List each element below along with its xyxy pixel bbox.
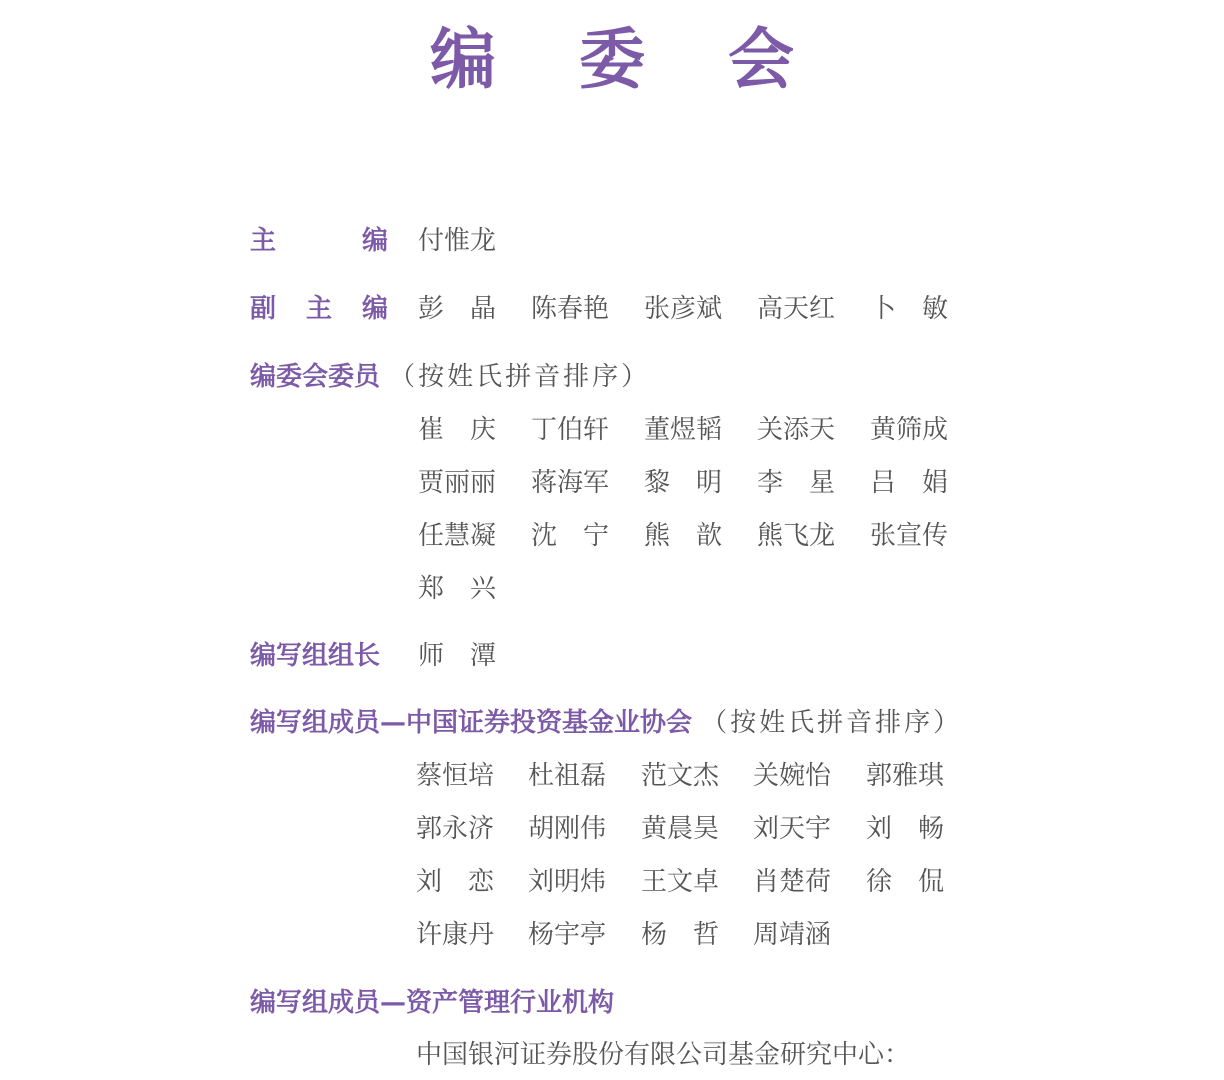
person-name: 郭雅琪 bbox=[866, 761, 945, 791]
person-name: 杨宇亭 bbox=[528, 920, 607, 950]
person-name: 杨 哲 bbox=[641, 920, 720, 950]
person-name: 刘 畅 bbox=[866, 814, 945, 844]
industry-members-label: 编写组成员—资产管理行业机构 bbox=[250, 988, 615, 1018]
editor-label-char: 编 bbox=[361, 226, 388, 256]
editor-label-char: 主 bbox=[250, 226, 277, 256]
person-name: 高天红 bbox=[757, 294, 836, 324]
deputy-label bbox=[250, 292, 388, 326]
person-name: 蒋海军 bbox=[531, 468, 610, 498]
deputy-label-char: 编 bbox=[361, 294, 388, 324]
person-name: 徐 侃 bbox=[866, 867, 945, 897]
deputy-label-char: 主 bbox=[305, 294, 332, 324]
person-name: 王文卓 bbox=[641, 867, 720, 897]
person-name: 刘 恋 bbox=[416, 867, 495, 897]
amac-members-label bbox=[250, 706, 962, 740]
person-name: 熊 歆 bbox=[644, 521, 723, 551]
person-name: 张彦斌 bbox=[644, 294, 723, 324]
person-name: 陈春艳 bbox=[531, 294, 610, 324]
person-name: 董煜韬 bbox=[644, 415, 723, 445]
amac-members-label-text: 编写组成员—中国证券投资基金业协会 bbox=[250, 708, 693, 738]
person-name: 黎 明 bbox=[644, 468, 723, 498]
leader-name: 师 潭 bbox=[418, 641, 497, 671]
person-name: 杜祖磊 bbox=[528, 761, 607, 791]
editor-label bbox=[250, 224, 388, 258]
editor-name: 付惟龙 bbox=[418, 226, 497, 256]
person-name: 贾丽丽 bbox=[418, 468, 497, 498]
person-name: 任慧凝 bbox=[418, 521, 497, 551]
committee-label bbox=[250, 360, 650, 394]
person-name: 张宣传 bbox=[870, 521, 949, 551]
organization-name: 中国银河证券股份有限公司基金研究中心： bbox=[416, 1040, 911, 1070]
person-name: 卜 敏 bbox=[870, 294, 949, 324]
deputy-label-char: 副 bbox=[250, 294, 277, 324]
person-name: 彭 晶 bbox=[418, 294, 497, 324]
person-name: 黄晨昊 bbox=[641, 814, 720, 844]
person-name: 范文杰 bbox=[641, 761, 720, 791]
sort-note: （按姓氏拼音排序） bbox=[389, 362, 651, 392]
person-name: 刘天宇 bbox=[753, 814, 832, 844]
person-name: 熊飞龙 bbox=[757, 521, 836, 551]
page-title: 编 委 会 bbox=[430, 21, 824, 98]
person-name: 郭永济 bbox=[416, 814, 495, 844]
person-name: 黄筛成 bbox=[870, 415, 949, 445]
sort-note: （按姓氏拼音排序） bbox=[701, 708, 963, 738]
person-name: 肖楚荷 bbox=[753, 867, 832, 897]
person-name: 蔡恒培 bbox=[416, 761, 495, 791]
person-name: 刘明炜 bbox=[528, 867, 607, 897]
person-name: 周靖涵 bbox=[753, 920, 832, 950]
person-name: 胡刚伟 bbox=[528, 814, 607, 844]
leader-label: 编写组组长 bbox=[250, 641, 381, 671]
person-name: 崔 庆 bbox=[418, 415, 497, 445]
person-name: 李 星 bbox=[757, 468, 836, 498]
person-name: 郑 兴 bbox=[418, 574, 497, 604]
person-name: 关婉怡 bbox=[753, 761, 832, 791]
person-name: 沈 宁 bbox=[531, 521, 610, 551]
person-name: 丁伯轩 bbox=[531, 415, 610, 445]
person-name: 吕 娟 bbox=[870, 468, 949, 498]
committee-label-text: 编委会委员 bbox=[250, 362, 381, 392]
person-name: 关添天 bbox=[757, 415, 836, 445]
person-name: 许康丹 bbox=[416, 920, 495, 950]
